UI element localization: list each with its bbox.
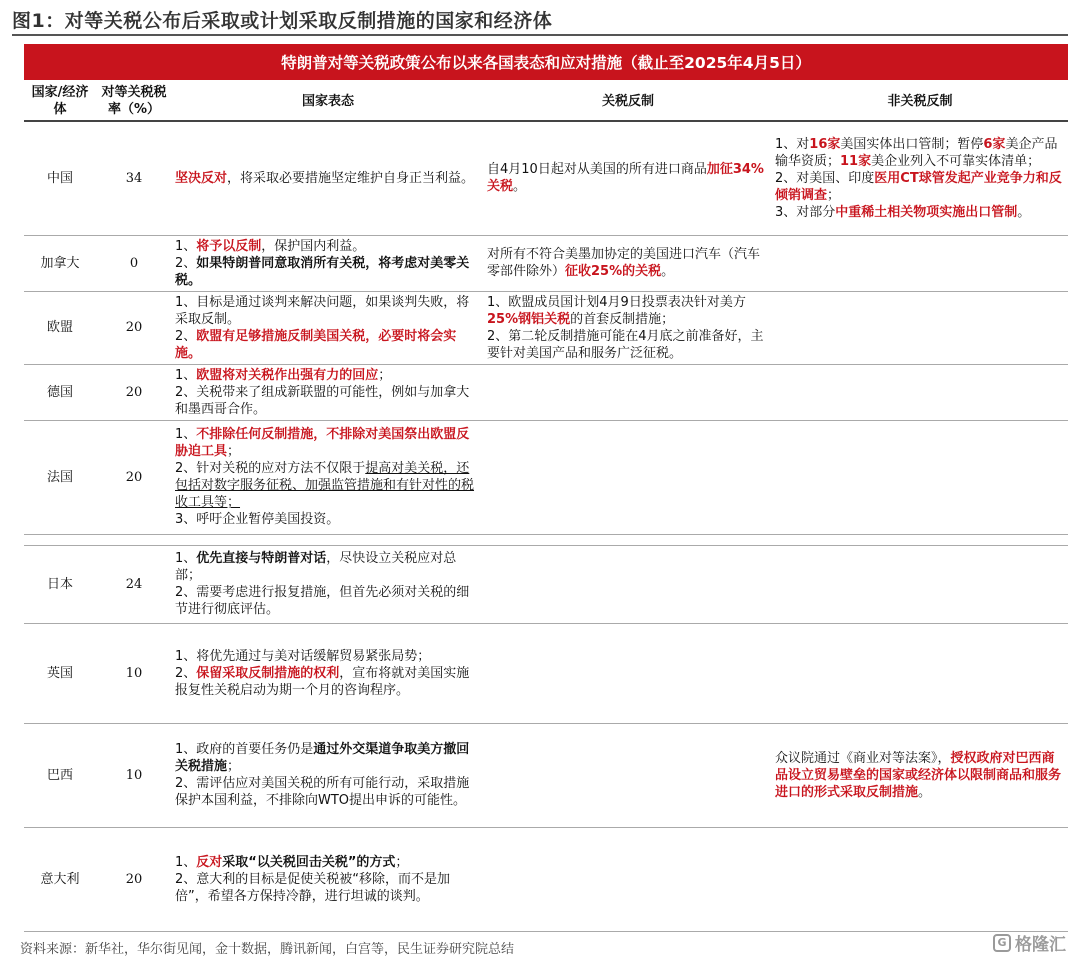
cell-text: 2、需评估应对美国关税的所有可能行动，采取措施保护本国利益，不排除向WTO提出申诉的可能性。	[175, 776, 470, 808]
tariff-rate: 10	[96, 623, 172, 723]
nontariff-cell	[772, 235, 1068, 291]
table-row-uk	[24, 623, 1068, 723]
header-row	[24, 82, 1068, 121]
cell-text: 2、	[175, 328, 197, 344]
bold-text: 优先直接与特朗普对话	[196, 551, 327, 566]
highlight-text: 反对	[196, 854, 223, 870]
bold-text: 通过外交渠道争取美方撤回关税措施	[175, 742, 470, 774]
tariff-cell	[484, 121, 772, 235]
watermark-text: 格隆汇	[1015, 935, 1066, 955]
table-body	[24, 121, 1068, 931]
cell-text: 2、	[175, 665, 197, 681]
cell-text: 1、	[175, 854, 197, 870]
cell-text: 2、对美国、印度	[775, 170, 875, 186]
nontariff-cell	[772, 723, 1068, 827]
highlight-text: 不排除任何反制措施，不排除对美国祭出欧盟反胁迫工具	[175, 427, 470, 459]
nontariff-cell	[772, 827, 1068, 931]
cell-text: 2、	[175, 255, 197, 271]
tariff-cell	[484, 827, 772, 931]
stance-cell	[172, 545, 484, 623]
cell-text: 2、意大利的目标是促使关税被“移除，而不是加倍”，希望各方保持冷静，进行坦诚的谈判。	[175, 871, 451, 904]
table-row-japan	[24, 545, 1068, 623]
tariff-rate: 20	[96, 420, 172, 534]
cell-text: 美企业列入不可靠实体清单；	[871, 153, 1041, 169]
header-nontariff: 非关税反制	[772, 82, 1068, 121]
cell-text: 2、需要考虑进行报复措施，但首先必须对关税的细节进行彻底评估。	[175, 585, 470, 617]
table-row-china	[24, 121, 1068, 235]
nontariff-cell	[772, 545, 1068, 623]
stance-cell	[172, 420, 484, 534]
tariff-cell	[484, 623, 772, 723]
cell-text: 美国实体出口管制；暂停	[840, 136, 984, 152]
cell-text: ，尽快设立关税应对总部；	[175, 551, 457, 583]
cell-text: ，将采取必要措施坚定维护自身正当利益。	[227, 170, 475, 186]
header-tariff: 关税反制	[484, 82, 772, 121]
highlight-text: 25%钢铝关税	[487, 311, 571, 327]
cell-text: ，宣布将就对美国实施报复性关税启动为期一个月的咨询程序。	[175, 665, 470, 698]
country-name: 英国	[24, 623, 96, 723]
highlight-text: 征收25%的关税	[565, 264, 662, 279]
cell-text: ，保护国内利益。	[261, 238, 366, 254]
header-stance: 国家表态	[172, 82, 484, 121]
stance-cell	[172, 723, 484, 827]
country-name: 巴西	[24, 723, 96, 827]
cell-text: 1、目标是通过谈判来解决问题，如果谈判失败，将采取反制。	[175, 294, 470, 327]
table-row-canada	[24, 235, 1068, 291]
highlight-text: 将予以反制	[196, 238, 262, 254]
table-row-eu	[24, 291, 1068, 364]
tariff-rate: 0	[96, 235, 172, 291]
cell-text: 1、政府的首要任务仍是	[175, 742, 314, 757]
country-name: 法国	[24, 420, 96, 534]
highlight-text: 6家	[983, 136, 1006, 152]
cell-text: 自4月10日起对从美国的所有进口商品	[487, 162, 707, 178]
country-name: 加拿大	[24, 235, 96, 291]
watermark	[993, 930, 1066, 955]
highlight-text: 医用CT球管发起产业竞争力和反倾销调查	[775, 170, 1062, 203]
cell-text: 1、	[175, 367, 197, 383]
highlight-text: 坚决反对	[175, 170, 228, 186]
cell-text: 的首套反制措施；	[570, 311, 675, 327]
cell-text: ；	[227, 444, 241, 459]
tariff-rate: 24	[96, 545, 172, 623]
cell-text: 2、针对关税的应对方法不仅限于	[175, 461, 366, 476]
nontariff-cell	[772, 121, 1068, 235]
highlight-text: 中重稀土相关物项实施出口管制	[835, 204, 1018, 220]
country-name: 日本	[24, 545, 96, 623]
cell-text: ；	[378, 367, 392, 383]
cell-text: 。	[513, 179, 527, 195]
cell-text: 1、将优先通过与美对话缓解贸易紧张局势；	[175, 648, 431, 664]
countermeasures-table	[24, 82, 1068, 932]
cell-text: 。	[918, 784, 932, 800]
cell-text: 1、	[175, 427, 197, 442]
nontariff-cell	[772, 623, 1068, 723]
tariff-cell	[484, 420, 772, 534]
highlight-text: 16家	[809, 136, 841, 152]
tariff-rate: 10	[96, 723, 172, 827]
cell-text: 3、呼吁企业暂停美国投资。	[175, 512, 340, 527]
highlight-text: 加征34%关税	[487, 162, 764, 195]
stance-cell	[172, 623, 484, 723]
table-spacer-row	[24, 534, 1068, 545]
tariff-rate: 20	[96, 291, 172, 364]
highlight-text: 欧盟将对关税作出强有力的回应	[196, 367, 379, 383]
cell-text: ；	[827, 187, 841, 203]
country-name: 意大利	[24, 827, 96, 931]
table-row-brazil	[24, 723, 1068, 827]
watermark-logo-icon: G	[993, 934, 1011, 952]
cell-text: 3、对部分	[775, 204, 836, 220]
tariff-rate: 20	[96, 364, 172, 420]
nontariff-cell	[772, 420, 1068, 534]
bold-text: 如果特朗普同意取消所有关税，将考虑对美零关税。	[175, 255, 470, 288]
highlight-text: 欧盟有足够措施反制美国关税，必要时将会实施。	[175, 328, 457, 361]
table-row-france	[24, 420, 1068, 534]
table-row-italy	[24, 827, 1068, 931]
tariff-cell	[484, 545, 772, 623]
cell-text: 1、	[175, 238, 197, 254]
cell-text: 。	[1017, 204, 1031, 220]
cell-text: 1、对	[775, 136, 810, 152]
title-divider	[12, 34, 1068, 36]
highlight-text: 11家	[840, 153, 872, 169]
tariff-rate: 20	[96, 827, 172, 931]
header-rate: 对等关税税率（%）	[96, 82, 172, 121]
stance-cell	[172, 364, 484, 420]
country-name: 欧盟	[24, 291, 96, 364]
tariff-cell	[484, 291, 772, 364]
stance-cell	[172, 121, 484, 235]
cell-text: 2、关税带来了组成新联盟的可能性，例如与加拿大和墨西哥合作。	[175, 384, 470, 417]
country-name: 中国	[24, 121, 96, 235]
country-name: 德国	[24, 364, 96, 420]
highlight-text: 保留采取反制措施的权利	[196, 665, 340, 681]
cell-text: 2、第二轮反制措施可能在4月底之前准备好，主要针对美国产品和服务广泛征税。	[487, 328, 764, 361]
cell-text: ；	[227, 759, 241, 774]
figure-title: 图1：对等关税公布后采取或计划采取反制措施的国家和经济体	[12, 10, 553, 32]
nontariff-cell	[772, 291, 1068, 364]
cell-text: ；	[395, 854, 409, 870]
cell-text: 1、欧盟成员国计划4月9日投票表决针对美方	[487, 294, 746, 310]
tariff-cell	[484, 364, 772, 420]
source-note: 资料来源：新华社，华尔街见闻，金十数据，腾讯新闻，白宫等，民生证券研究院总结	[20, 942, 515, 957]
table-row-germany	[24, 364, 1068, 420]
table-banner: 特朗普对等关税政策公布以来各国表态和应对措施（截止至2025年4月5日）	[24, 44, 1068, 80]
header-country: 国家/经济体	[24, 82, 96, 121]
stance-cell	[172, 235, 484, 291]
stance-cell	[172, 291, 484, 364]
cell-text: 。	[661, 264, 675, 279]
tariff-rate: 34	[96, 121, 172, 235]
cell-text: 对所有不符合美墨加协定的美国进口汽车（汽车零部件除外）	[487, 247, 761, 279]
tariff-cell	[484, 235, 772, 291]
highlight-text: 授权政府对巴西商品设立贸易壁垒的国家或经济体以限制商品和服务进口的形式采取反制措施	[775, 750, 1062, 800]
cell-text: 美企产品输华资质；	[775, 136, 1058, 169]
bold-text: 采取“以关税回击关税”的方式	[222, 854, 396, 870]
nontariff-cell	[772, 364, 1068, 420]
underlined-text: 提高对美关税，还包括对数字服务征税、加强监管措施和有针对性的税收工具等；	[175, 461, 475, 510]
stance-cell	[172, 827, 484, 931]
tariff-cell	[484, 723, 772, 827]
cell-text: 众议院通过《商业对等法案》，	[775, 750, 951, 766]
cell-text: 1、	[175, 551, 197, 566]
